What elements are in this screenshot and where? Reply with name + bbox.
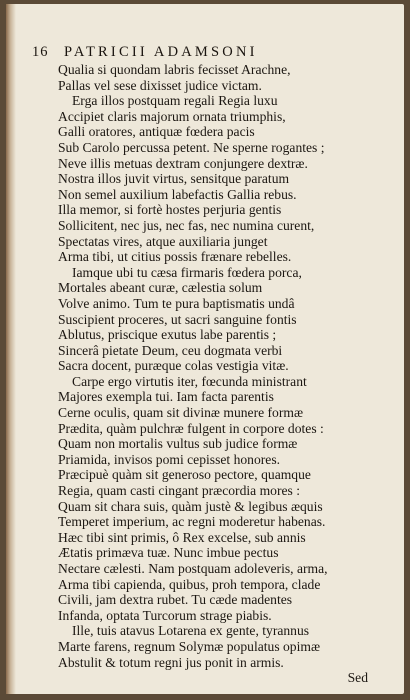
verse-line: Nostra illos juvit virtus, sensitque paratum xyxy=(58,171,290,187)
verse-line: Civili, jam dextra rubet. Tu cæde madentes xyxy=(58,592,293,608)
verse-line: Neve illis metuas dextram conjungere dextræ. xyxy=(58,155,308,171)
verse-line: Carpe ergo virtutis iter, fœcunda ministrant xyxy=(72,373,307,389)
verse-line: Non semel auxilium labefactis Gallia rebus. xyxy=(58,186,297,202)
verse-line: Sacra docent, puræque colas vestigia vitæ. xyxy=(58,358,289,374)
verse-line: Ablutus, priscique exutus labe parentis ; xyxy=(58,327,277,343)
verse-line: Cerne oculis, quam sit divinæ munere formæ xyxy=(58,405,304,421)
verse-line: Infanda, optata Turcorum strage piabis. xyxy=(58,607,272,623)
verse-line: Quam non mortalis vultus sub judice formæ xyxy=(58,436,298,452)
verse-line: Pallas vel sese dixisset judice victam. xyxy=(58,77,262,93)
verse-text xyxy=(58,62,403,670)
verse-line: Sub Carolo percussa petent. Ne sperne rogantes ; xyxy=(58,139,325,155)
verse-line: Arma tibi capienda, quibus, proh tempora, clade xyxy=(58,576,321,592)
verse-line: Iamque ubi tu cæsa firmaris fœdera porca, xyxy=(72,264,302,280)
verse-line: Regia, quam casti cingant præcordia mores : xyxy=(58,483,300,499)
verse-line: Prædita, quàm pulchræ fulgent in corpore dotes : xyxy=(58,420,324,436)
verse-line: Priamida, invisos pomi cepisset honores. xyxy=(58,451,281,467)
verse-line: Volve animo. Tum te pura baptismatis undâ xyxy=(58,295,295,311)
verse-line: Abstulit & totum regni jus ponit in armis. xyxy=(58,654,284,670)
book-page xyxy=(6,4,404,694)
verse-line: Accipiet claris majorum ornata triumphis, xyxy=(58,108,286,124)
verse-line: Præcipuè quàm sit generoso pectore, quamque xyxy=(58,467,311,483)
page-header xyxy=(32,44,392,62)
verse-line: Mortales abeant curæ, cælestia solum xyxy=(58,280,263,296)
verse-line: Ille, tuis atavus Lotarena ex gente, tyrannus xyxy=(72,623,310,639)
verse-line: Galli oratores, antiquæ fœdera pacis xyxy=(58,124,255,140)
verse-line: Spectatas vires, atque auxiliaria junget xyxy=(58,233,268,249)
page-number: 16 xyxy=(32,44,49,60)
verse-line: Nectare cælesti. Nam postquam adoleveris, arma, xyxy=(58,561,328,576)
running-head: PATRICII ADAMSONI xyxy=(64,44,258,60)
verse-line: Quam sit chara suis, quàm justè & legibus æquis xyxy=(58,498,323,514)
verse-line: Sincerâ pietate Deum, ceu dogmata verbi xyxy=(58,342,283,358)
verse-line: Temperet imperium, ac regni moderetur habenas. xyxy=(58,514,326,530)
verse-line: Marte farens, regnum Solymæ populatus opimæ xyxy=(58,638,321,654)
verse-line: Illa memor, si fortè hostes perjuria gentis xyxy=(58,202,282,218)
verse-line: Suscipient proceres, ut sacri sanguine fontis xyxy=(58,311,297,327)
verse-line: Sollicitent, nec jus, nec fas, nec numina curent, xyxy=(58,217,315,233)
verse-line: Hæc tibi sint primis, ô Rex excelse, sub annis xyxy=(58,529,306,545)
verse-line: Ætatis primæva tuæ. Nunc imbue pectus xyxy=(58,545,279,561)
verse-line: Majores exempla tui. Iam facta parentis xyxy=(58,389,274,405)
verse-line: Erga illos postquam regali Regia luxu xyxy=(72,93,278,109)
verse-line: Arma tibi, ut citius possis frænare rebelles. xyxy=(58,249,292,265)
verse-line: Qualia si quondam labris fecisset Arachne, xyxy=(58,62,291,77)
catchword: Sed xyxy=(347,670,368,685)
page-gutter-shadow xyxy=(6,4,16,694)
